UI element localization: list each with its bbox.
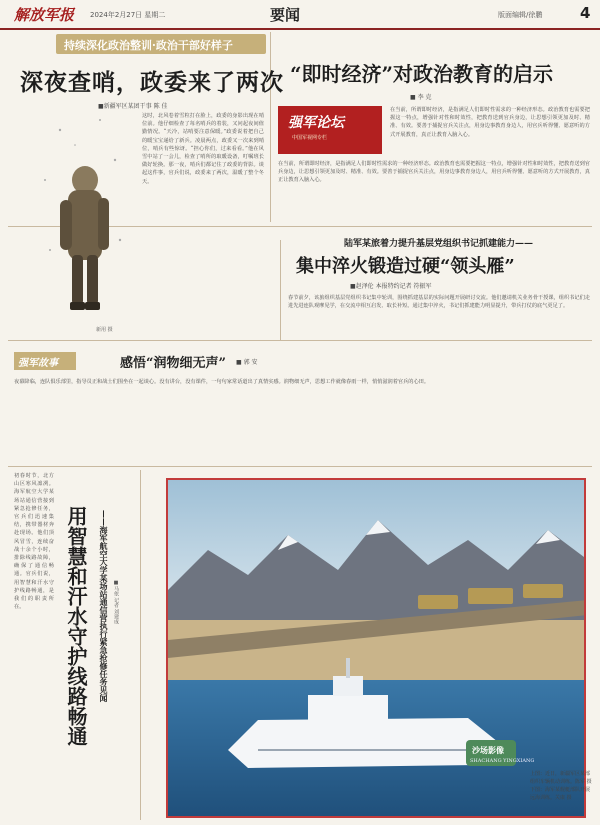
column-banner-text: 持续深化政治整训·政治干部好样子 <box>64 39 233 52</box>
article3-byline: ■赵泽伦 本报特约记者 符振军 <box>350 283 432 290</box>
story-tag-text: 强军故事 <box>18 358 58 369</box>
column-divider <box>140 470 141 820</box>
headline-silent-rain: 感悟“润物细无声” <box>120 356 226 371</box>
newspaper-logo: 解放军报 <box>14 6 75 24</box>
article2-body-top: 在当前，所谓即时经济，是指满足人们即时性需求的一种经济形态。政治教育也需要把握这一特点，增强针对性和时效性，把教育送到官兵身边，让思想引领更加及时、精准、有效。要善于捕捉官兵关注点，用身边事教育身边人，用官兵听得懂、愿意听的方式开展教育，真正让教育入脑入心。 <box>390 107 590 138</box>
column-logo-sub: SHACHANG YINGXIANG <box>470 758 535 764</box>
column-divider <box>270 32 271 222</box>
article2-body: 在当前，所谓即时经济，是指满足人们即时性需求的一种经济形态。政治教育也需要把握这一特点，增强针对性和时效性，把教育送到官兵身边，让思想引领更加及时、精准、有效。要善于捕捉官兵关注点，用身边事教育身边人，用官兵听得懂、愿意听的方式开展教育，真正让教育入脑入心。 <box>278 161 590 184</box>
photo-credit: 新用 摄 <box>96 327 113 333</box>
issue-date: 2024年2月27日 星期二 <box>90 11 166 19</box>
article1-body: 这时，北风卷着雪粒打在脸上，政委的身影出现在哨位前。他仔细检查了每名哨兵的着装，又问起夜间值勤情况。“天冷，站哨要注意保暖。”政委说着把自己的暖宝宝递给了新兵。凌晨两点，政委又一次来到哨位，哨兵有些惊讶。“担心你们，过来看看。”他在风雪中站了一会儿，检查了哨所的取暖设备，叮嘱班长做好轮换。那一夜，哨兵们都记住了政委的背影。谈起这件事，官兵们说，政委来了两次，温暖了整个冬天。 <box>142 113 264 185</box>
article5-byline: ■马依 记者 刘建成 <box>113 580 119 625</box>
article2-byline: ■ 李 克 <box>410 94 432 101</box>
article1-byline: ■新疆军区某团干事 陈 佳 <box>98 103 168 110</box>
article3-body: 春节前夕，该旅组织基层党组织书记集中轮训，围绕抓建基层的实际问题开展研讨交流。他们邀请机关业务骨干授课，组织书记们走进先进连队观摩见学，在交流中相互启发、取长补短。通过集中淬火，书记们抓建能力明显提升，带兵打仗的底气更足了。 <box>288 295 590 310</box>
forum-title: 强军论坛 <box>288 115 344 131</box>
headline-vertical: 用智慧和汗水守护线路畅通 <box>64 506 88 746</box>
page-editor: 版面编辑/徐鹏 <box>498 11 543 19</box>
article3-kicker: 陆军某旅着力提升基层党组织书记抓建能力—— <box>344 239 534 249</box>
headline-instant-economy: “即时经济”对政治教育的启示 <box>290 62 554 86</box>
headline-night-inspection: 深夜查哨，政委来了两次 <box>20 69 284 96</box>
article5-body-strip <box>146 472 164 812</box>
photo-illustration <box>168 480 586 818</box>
forum-subtitle: 中国军视网专栏 <box>292 135 328 141</box>
article5-body: 初春时节，北方山区寒风凛冽。海军航空大学某场站通信营接到紧急抢修任务，官兵们迅速集结，携带器材奔赴现场。他们顶风冒雪，连续奋战十余个小时，排除线路故障，确保了通信畅通。官兵们说，用智慧和汗水守护线路畅通，是我们的职责所在。 <box>14 473 54 611</box>
page-number: 4 <box>580 4 591 22</box>
photo-feature <box>166 478 586 818</box>
subtitle-vertical: ——海军航空大学某场站通信营执行紧急抢修任务见闻 <box>99 510 109 702</box>
column-divider <box>280 240 281 340</box>
article4-body: 夜幕降临，连队俱乐部里，指导员正和战士们围坐在一起谈心。没有讲台，没有课件，一句句家常话道出了真情实感。润物细无声，思想工作就像春雨一样，悄悄滋润着官兵的心田。 <box>14 379 430 385</box>
column-logo-text: 沙场影像 <box>472 745 504 755</box>
headline-lead-geese: 集中淬火锻造过硬“领头雁” <box>296 256 515 277</box>
photo-caption: 上图：近日，新疆军区某部组织车辆机动训练。陈军 摄 下图：海军某舰艇部队开展远海训练。关康 摄 <box>530 771 592 801</box>
article4-byline: ■ 郭 安 <box>236 359 258 366</box>
section-divider <box>8 466 592 467</box>
section-title: 要闻 <box>270 6 301 24</box>
soldier-illustration <box>30 100 135 330</box>
section-divider <box>8 340 592 341</box>
